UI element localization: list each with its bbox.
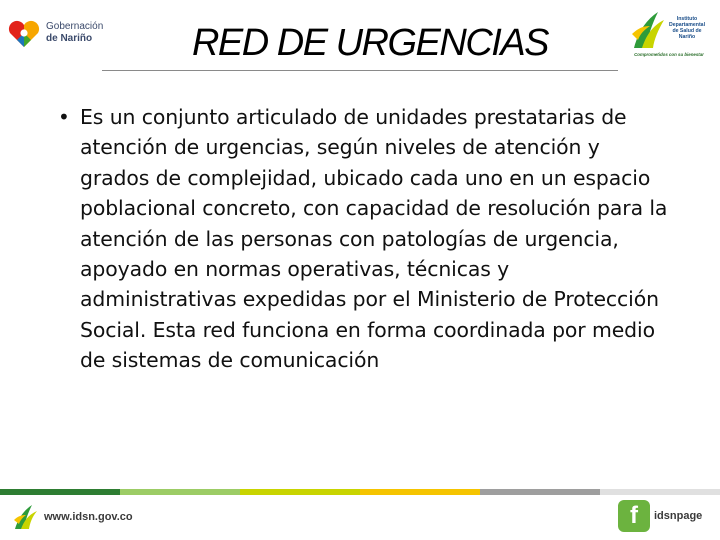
- slide-body: [58, 102, 668, 376]
- band-segment: [600, 489, 720, 495]
- idsn-logo-line2: Departamental: [668, 22, 706, 28]
- bullet-item: [58, 102, 668, 376]
- idsn-logo: [620, 8, 714, 58]
- footer-color-band: [0, 489, 720, 495]
- idsn-small-logo-icon: [12, 503, 40, 531]
- footer-social: [616, 500, 720, 534]
- social-handle[interactable]: idsnpage: [654, 510, 703, 522]
- website-link[interactable]: www.idsn.gov.co: [44, 511, 133, 523]
- bullet-text: Es un conjunto articulado de unidades prestatarias de atención de urgencias, según niveles de atención y grados de complejidad, ubicado cada uno en un espacio poblacional concreto, con capacidad de resolución para la atención de las personas con patologías de urgencia, apoyado en normas operativas, técnicas y administrativas expedidas por el Ministerio de Protección Social. Esta red funciona en forma coordinada por medio de sistemas de comunicación: [80, 105, 668, 373]
- idsn-logo-line1: Instituto: [676, 16, 698, 22]
- idsn-tagline: Comprometidos con su bienestar: [634, 52, 704, 57]
- idsn-logo-line4: Nariño: [678, 34, 696, 40]
- idsn-logo-line3: de Salud de: [672, 28, 702, 34]
- gobernacion-logo-line2: de Nariño: [46, 33, 93, 44]
- footer-website: [12, 503, 162, 531]
- gobernacion-logo-line1: Gobernación: [46, 21, 104, 32]
- bullet-symbol: •: [58, 105, 70, 129]
- band-segment: [120, 489, 240, 495]
- band-segment: [360, 489, 480, 495]
- band-segment: [240, 489, 360, 495]
- facebook-icon[interactable]: f: [618, 500, 650, 532]
- footer-band-graphic: [0, 489, 720, 495]
- band-segment: [0, 489, 120, 495]
- band-segment: [480, 489, 600, 495]
- idsn-logo-text: [660, 16, 714, 40]
- title-underline: [102, 70, 618, 71]
- slide-title: RED DE URGENCIAS: [191, 22, 549, 64]
